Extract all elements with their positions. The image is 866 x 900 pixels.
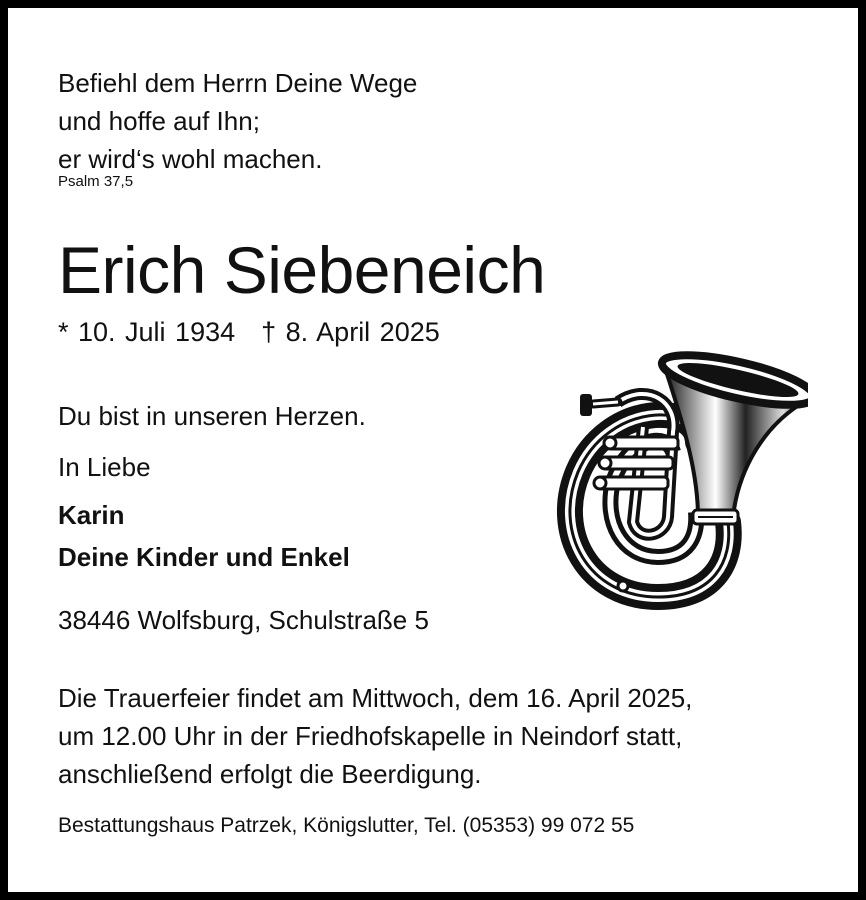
verse-line: er wird‘s wohl machen. xyxy=(58,144,323,174)
obituary-card xyxy=(8,8,858,892)
funeral-line: anschließend erfolgt die Beerdigung. xyxy=(58,759,482,789)
verse-line: Befiehl dem Herrn Deine Wege xyxy=(58,68,418,98)
signer-name: Karin xyxy=(58,500,125,530)
verse-source: Psalm 37,5 xyxy=(58,173,134,190)
signer-name: Deine Kinder und Enkel xyxy=(58,542,350,572)
tuba-icon xyxy=(548,342,808,612)
verse-line: und hoffe auf Ihn; xyxy=(58,106,260,136)
funeral-line: Die Trauerfeier findet am Mittwoch, dem 16. April 2025, xyxy=(58,683,693,713)
deceased-name: Erich Siebeneich xyxy=(58,233,546,307)
signers xyxy=(58,494,350,578)
in-love-text: In Liebe xyxy=(58,452,151,482)
life-dates xyxy=(58,317,440,348)
funeral-notice xyxy=(58,679,692,793)
undertaker-info: Bestattungshaus Patrzek, Königslutter, Tel. (05353) 99 072 55 xyxy=(58,814,635,837)
address: 38446 Wolfsburg, Schulstraße 5 xyxy=(58,605,429,635)
verse xyxy=(58,64,417,178)
birth-date: * 10. Juli 1934 xyxy=(58,317,236,347)
death-date: † 8. April 2025 xyxy=(261,317,440,347)
closing-text: Du bist in unseren Herzen. xyxy=(58,401,366,431)
funeral-line: um 12.00 Uhr in der Friedhofskapelle in Neindorf statt, xyxy=(58,721,683,751)
